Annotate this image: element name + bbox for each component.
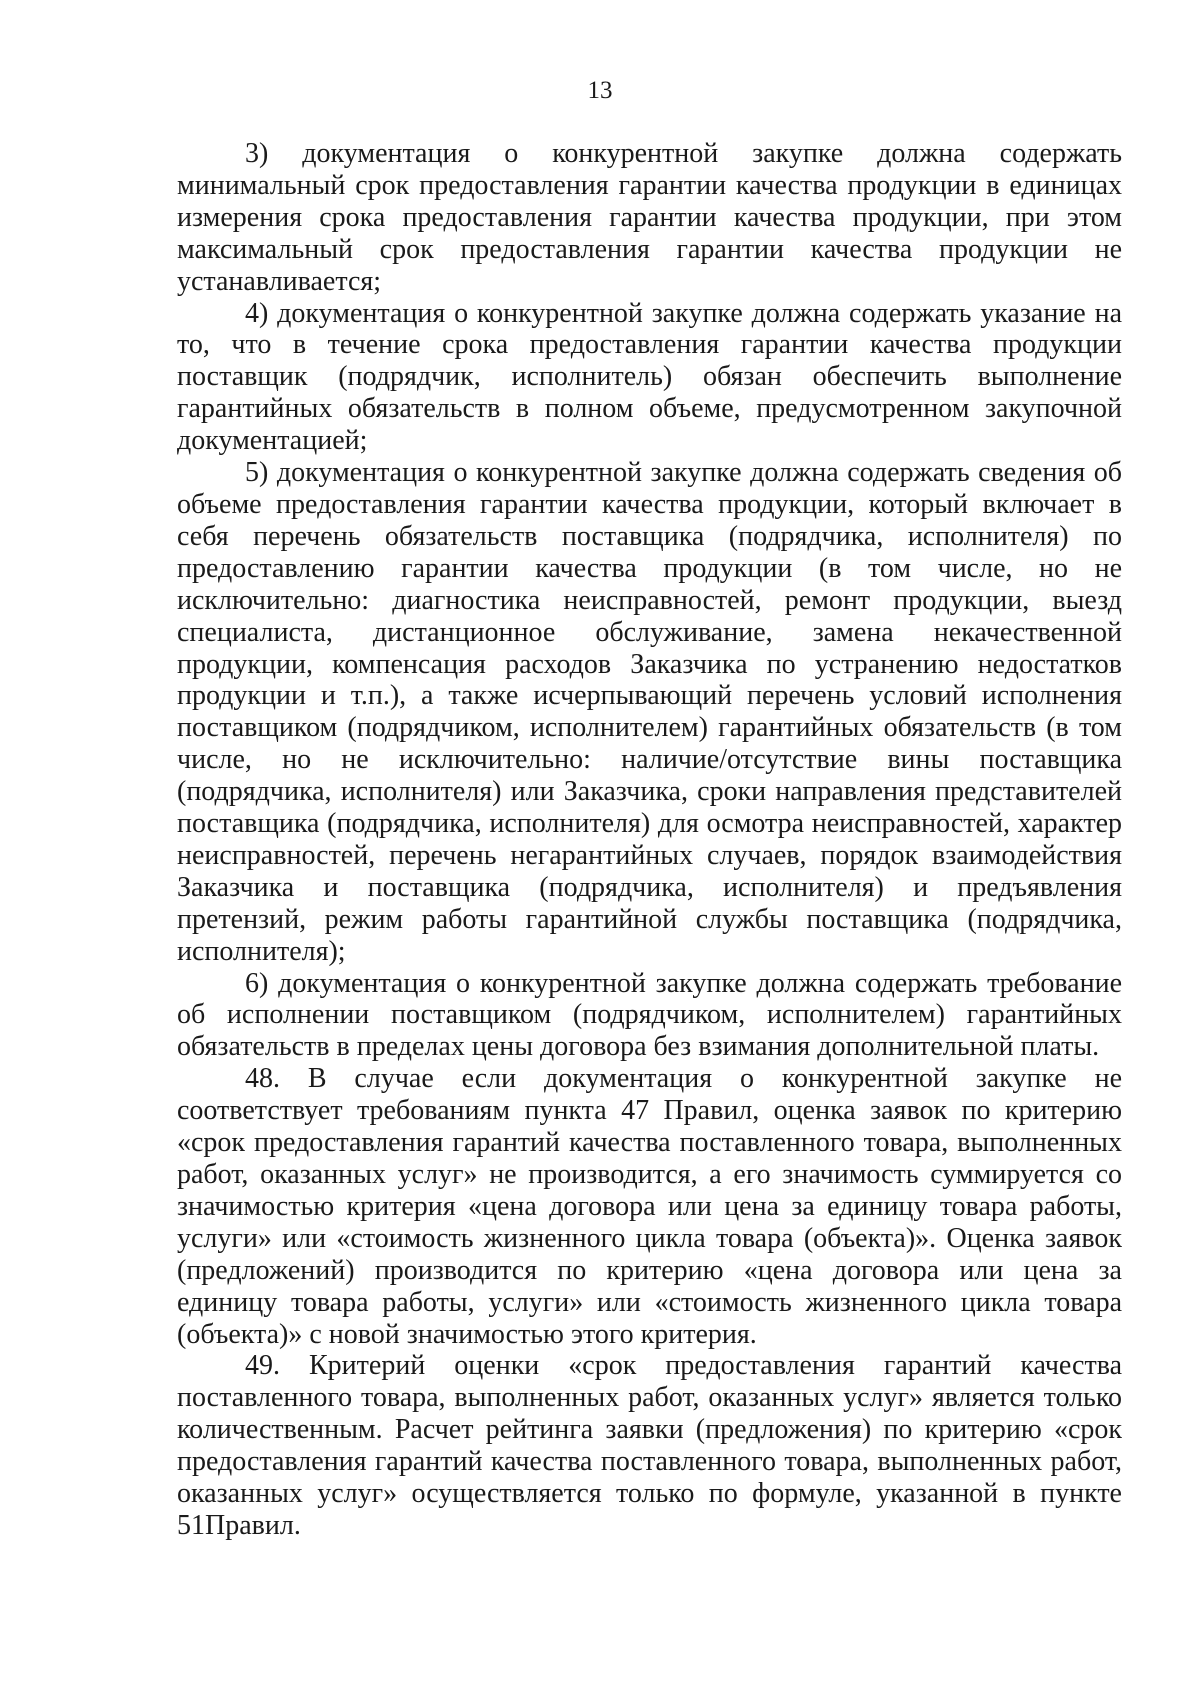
paragraph-item-4: 4) документация о конкурентной закупке должна содержать указание на то, что в течение срока предоставления гарантии качества продукции поставщик (подрядчик, исполнитель) обязан обеспечить выполнение гарантийных обязательств в полном объеме, предусмотренном закупочной документацией; [177,297,1122,457]
paragraph-item-3: 3) документация о конкурентной закупке должна содержать минимальный срок предоставления гарантии качества продукции в единицах измерения срока предоставления гарантии качества продукции, при этом максимальный срок предоставления гарантии качества продукции не устанавливается; [177,138,1122,297]
document-body [177,138,1122,1542]
page-number: 13 [587,77,613,104]
paragraph-item-6: 6) документация о конкурентной закупке должна содержать требование об исполнении поставщиком (подрядчиком, исполнителем) гарантийных обязательств в пределах цены договора без взимания дополнительной платы. [177,967,1122,1063]
paragraph-item-5: 5) документация о конкурентной закупке должна содержать сведения об объеме предоставления гарантии качества продукции, который включает в себя перечень обязательств поставщика (подрядчика, исполнителя) по предоставлению гарантии качества продукции (в том числе, но не исключительно: диагностика неисправностей, ремонт продукции, выезд специалиста, дистанционное обслуживание, замена некачественной продукции, компенсация расходов Заказчика по устранению недостатков продукции и т.п.), а также исчерпывающий перечень условий исполнения поставщиком (подрядчиком, исполнителем) гарантийных обязательств (в том числе, но не исключительно: наличие/отсутствие вины поставщика (подрядчика, исполнителя) или Заказчика, сроки направления представителей поставщика (подрядчика, исполнителя) для осмотра неисправностей, характер неисправностей, перечень негарантийных случаев, порядок взаимодействия Заказчика и поставщика (подрядчика, исполнителя) и предъявления претензий, режим работы гарантийной службы поставщика (подрядчика, исполнителя); [177,457,1122,967]
paragraph-clause-49: 49. Критерий оценки «срок предоставления гарантий качества поставленного товара, выполненных работ, оказанных услуг» является только количественным. Расчет рейтинга заявки (предложения) по критерию «срок предоставления гарантий качества поставленного товара, выполненных работ, оказанных услуг» осуществляется только по формуле, указанной в пункте 51Правил. [177,1350,1122,1541]
paragraph-clause-48: 48. В случае если документация о конкурентной закупке не соответствует требованиям пункта 47 Правил, оценка заявок по критерию «срок предоставления гарантий качества поставленного товара, выполненных работ, оказанных услуг» не производится, а его значимость суммируется со значимостью критерия «цена договора или цена за единицу товара работы, услуги» или «стоимость жизненного цикла товара (объекта)». Оценка заявок (предложений) производится по критерию «цена договора или цена за единицу товара работы, услуги» или «стоимость жизненного цикла товара (объекта)» с новой значимостью этого критерия. [177,1063,1122,1350]
